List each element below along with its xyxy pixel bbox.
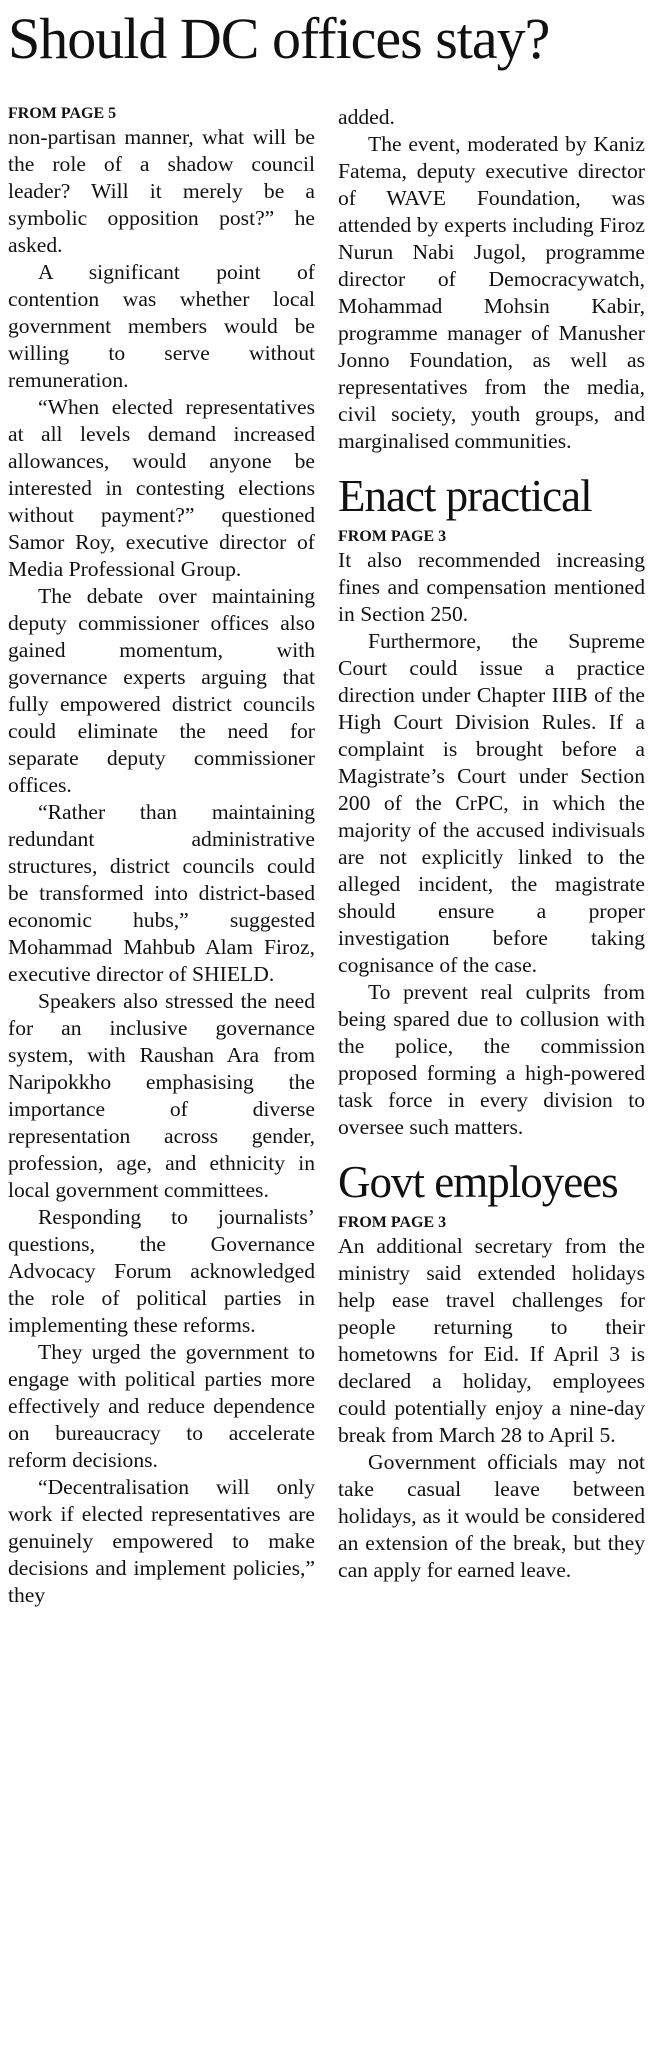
main-paragraph: They urged the government to engage with political parties more effectively and reduce dependence on bureaucracy to accelerate reform decisions. <box>8 1340 315 1472</box>
enact-paragraph: It also recommended increasing fines and compensation mentioned in Section 250. <box>338 548 645 626</box>
main-paragraph: “When elected representatives at all levels demand increased allowances, would anyone be interested in contesting elections without payment?” questioned Samor Roy, executive director of Media Professional Group. <box>8 395 315 581</box>
main-paragraph: non-partisan manner, what will be the role of a shadow council leader? Will it merely be a symbolic opposition post?” he asked. <box>8 125 315 257</box>
govt-headline: Govt employees <box>338 1157 618 1207</box>
page-title: Should DC offices stay? <box>8 6 550 71</box>
enact-kicker: FROM PAGE 3 <box>338 528 447 545</box>
left-column <box>8 104 315 1609</box>
main-paragraph: “Decentralisation will only work if elected representatives are genuinely empowered to make decisions and implement policies,” they <box>8 1475 315 1607</box>
main-kicker: FROM PAGE 5 <box>8 105 117 122</box>
govt-paragraph: An additional secretary from the ministry said extended holidays help ease travel challenges for people returning to their hometowns for Eid. If April 3 is declared a holiday, employees could potentially enjoy a nine-day break from March 28 to April 5. <box>338 1234 645 1447</box>
enact-headline: Enact practical <box>338 471 592 521</box>
main-paragraph: added. <box>338 105 395 129</box>
enact-paragraph: To prevent real culprits from being spared due to collusion with the police, the commission proposed forming a high-powered task force in every division to oversee such matters. <box>338 980 645 1139</box>
main-paragraph: “Rather than maintaining redundant administrative structures, district councils could be transformed into district-based economic hubs,” suggested Mohammad Mahbub Alam Firoz, executive director of SHIELD. <box>8 800 315 986</box>
main-paragraph: Responding to journalists’ questions, the Governance Advocacy Forum acknowledged the role of political parties in implementing these reforms. <box>8 1205 315 1337</box>
govt-kicker: FROM PAGE 3 <box>338 1214 447 1231</box>
main-paragraph: Speakers also stressed the need for an inclusive governance system, with Raushan Ara from Naripokkho emphasising the importance of diverse representation across gender, profession, age, and ethnicity in local government committees. <box>8 989 315 1202</box>
main-paragraph: A significant point of contention was whether local government members would be willing to serve without remuneration. <box>8 260 315 392</box>
main-paragraph: The event, moderated by Kaniz Fatema, deputy executive director of WAVE Foundation, was attended by experts including Firoz Nurun Nabi Jugol, programme director of Democracywatch, Mohammad Mohsin Kabir, programme manager of Manusher Jonno Foundation, as well as representatives from the media, civil society, youth groups, and marginalised communities. <box>338 132 645 453</box>
enact-paragraph: Furthermore, the Supreme Court could issue a practice direction under Chapter IIIB of the High Court Division Rules. If a complaint is brought before a Magistrate’s Court under Section 200 of the CrPC, in which the majority of the accused indivisuals are not explicitly linked to the alleged incident, the magistrate should ensure a proper investigation before taking cognisance of the case. <box>338 629 645 977</box>
govt-paragraph: Government officials may not take casual leave between holidays, as it would be considered an extension of the break, but they can apply for earned leave. <box>338 1450 645 1582</box>
right-column <box>338 104 645 1584</box>
main-paragraph: The debate over maintaining deputy commissioner offices also gained momentum, with governance experts arguing that fully empowered district councils could eliminate the need for separate deputy commissioner offices. <box>8 584 315 797</box>
